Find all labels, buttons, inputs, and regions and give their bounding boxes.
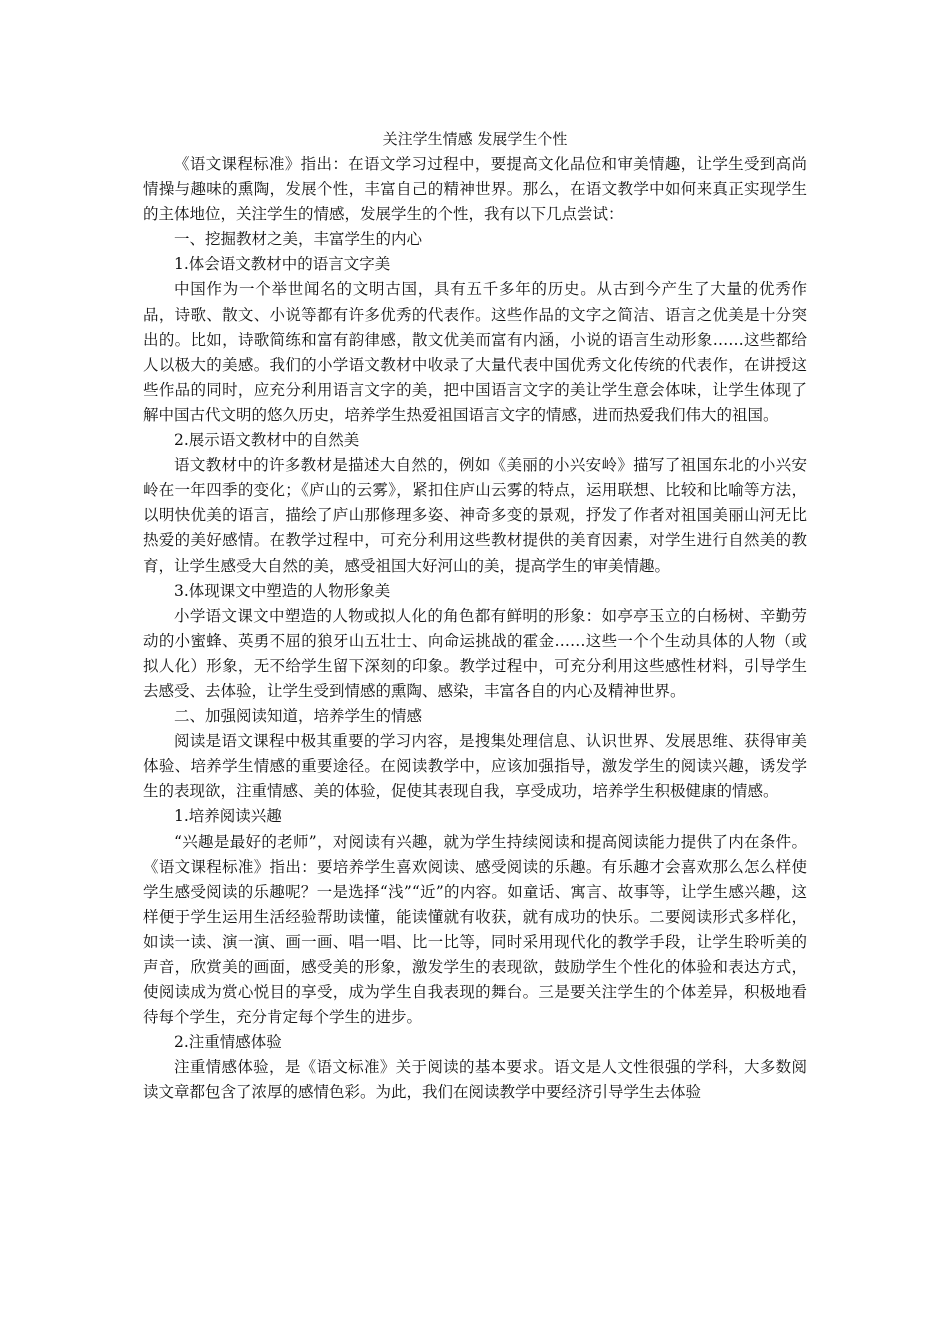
subsection-1-2-paragraph: 语文教材中的许多教材是描述大自然的，例如《美丽的小兴安岭》描写了祖国东北的小兴安岭在一年四季的变化；《庐山的云雾》，紧扣住庐山云雾的特点，运用联想、比较和比喻等方法，以明快优美的语言，描绘了庐山那修理多姿、神奇多变的景观，抒发了作者对祖国美丽山河无比热爱的美好感情。在教学过程中，可充分利用这些教材提供的美育因素，对学生进行自然美的教育，让学生感受大自然的美，感受祖国大好河山的美，提高学生的审美情趣。 (143, 456, 807, 575)
subsection-1-3-heading: 3.体现课文中塑造的人物形象美 (174, 581, 391, 600)
subsection-2-2-paragraph: 注重情感体验，是《语文标准》关于阅读的基本要求。语文是人文性很强的学科，大多数阅读文章都包含了浓厚的感情色彩。为此，我们在阅读教学中要经济引导学生去体验 (143, 1058, 807, 1102)
intro-paragraph: 《语文课程标准》指出：在语文学习过程中，要提高文化品位和审美情趣，让学生受到高尚情操与趣味的熏陶，发展个性，丰富自己的精神世界。那么，在语文教学中如何来真正实现学生的主体地位，关注学生的情感，发展学生的个性，我有以下几点尝试： (143, 155, 807, 224)
subsection-1-3-paragraph: 小学语文课文中塑造的人物或拟人化的角色都有鲜明的形象：如亭亭玉立的白杨树、辛勤劳动的小蜜蜂、英勇不屈的狼牙山五壮士、向命运挑战的霍金……这些一个个生动具体的人物（或拟人化）形象，无不给学生留下深刻的印象。教学过程中，可充分利用这些感性材料，引导学生去感受、去体验，让学生受到情感的熏陶、感染，丰富各自的内心及精神世界。 (143, 606, 807, 700)
subsection-1-1-heading: 1.体会语文教材中的语言文字美 (174, 255, 391, 274)
section-1-heading: 一、挖掘教材之美，丰富学生的内心 (174, 230, 423, 249)
subsection-2-2-heading: 2.注重情感体验 (174, 1033, 282, 1052)
document-title: 关注学生情感 发展学生个性 (382, 130, 568, 148)
subsection-2-1-heading: 1.培养阅读兴趣 (174, 807, 282, 826)
section-2-heading: 二、加强阅读知道，培养学生的情感 (174, 707, 423, 726)
subsection-1-2-heading: 2.展示语文教材中的自然美 (174, 431, 360, 450)
subsection-2-1-paragraph: “兴趣是最好的老师”，对阅读有兴趣，就为学生持续阅读和提高阅读能力提供了内在条件。《语文课程标准》指出：要培养学生喜欢阅读、感受阅读的乐趣。有乐趣才会喜欢那么怎么样使学生感受阅读的乐趣呢？一是选择“浅”“近”的内容。如童话、寓言、故事等，让学生感兴趣，这样便于学生运用生活经验帮助读懂，能读懂就有收获，就有成功的快乐。二要阅读形式多样化，如读一读、演一演、画一画、唱一唱、比一比等，同时采用现代化的教学手段，让学生聆听美的声音，欣赏美的画面，感受美的形象，激发学生的表现欲，鼓励学生个性化的体验和表达方式，使阅读成为赏心悦目的享受，成为学生自我表现的舞台。三是要关注学生的个体差异，积极地看待每个学生，充分肯定每个学生的进步。 (143, 832, 807, 1027)
subsection-1-1-paragraph: 中国作为一个举世闻名的文明古国，具有五千多年的历史。从古到今产生了大量的优秀作品，诗歌、散文、小说等都有许多优秀的代表作。这些作品的文字之简洁、语言之优美是十分突出的。比如，诗歌简练和富有韵律感，散文优美而富有内涵，小说的语言生动形象……这些都给人以极大的美感。我们的小学语文教材中收录了大量代表中国优秀文化传统的代表作，在讲授这些作品的同时，应充分利用语言文字的美，把中国语言文字的美让学生意会体味，让学生体现了解中国古代文明的悠久历史，培养学生热爱祖国语言文字的情感，进而热爱我们伟大的祖国。 (143, 280, 807, 424)
section-2-paragraph: 阅读是语文课程中极其重要的学习内容，是搜集处理信息、认识世界、发展思维、获得审美体验、培养学生情感的重要途径。在阅读教学中，应该加强指导，激发学生的阅读兴趣，诱发学生的表现欲，注重情感、美的体验，促使其表现自我，享受成功，培养学生积极健康的情感。 (143, 732, 807, 801)
